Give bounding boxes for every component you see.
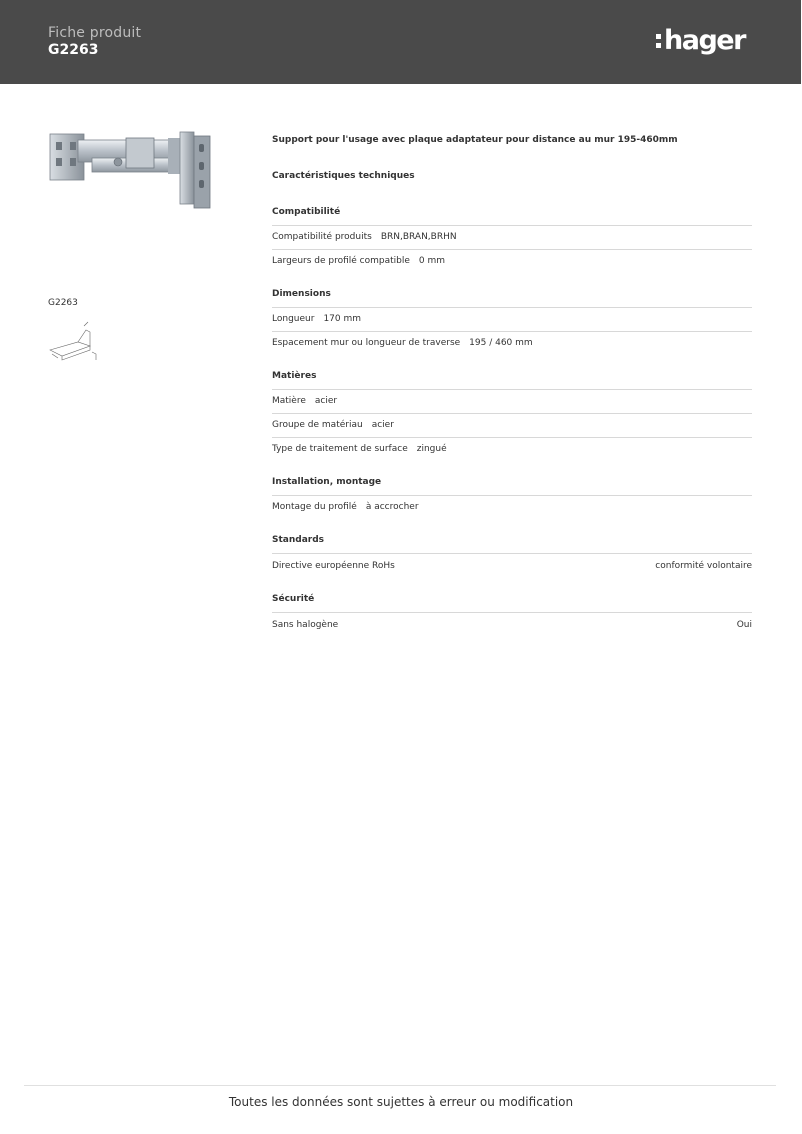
hager-logo [656,22,745,58]
spec-row [272,496,752,519]
spec-value: acier [314,396,338,406]
spec-label: Longueur [272,314,315,324]
page-header [0,0,801,84]
spec-value: conformité volontaire [655,561,752,571]
spec-value: BRN,BRAN,BRHN [380,232,457,242]
product-code-label: G2263 [48,298,78,308]
section-title: Compatibilité [272,205,752,226]
spec-value: zingué [416,444,447,454]
spec-label: Groupe de matériau [272,420,363,430]
spec-value: 170 mm [323,314,362,324]
footer-disclaimer: Toutes les données sont sujettes à erreur ou modification [228,1095,574,1109]
product-details [272,133,752,637]
technical-drawing-icon [48,320,102,366]
footer-divider [24,1085,776,1086]
section-standards [272,533,752,578]
spec-label: Espacement mur ou longueur de traverse [272,338,461,348]
spec-row [272,390,752,414]
spec-row [272,414,752,438]
section-title: Dimensions [272,287,752,308]
spec-value: 0 mm [418,256,446,266]
section-compatibility [272,205,752,273]
section-safety [272,592,752,637]
spec-row [272,250,752,273]
spec-label: Matière [272,396,306,406]
spec-row [272,308,752,332]
spec-label: Sans halogène [272,620,339,630]
spec-value: 195 / 460 mm [469,338,533,348]
spec-value: à accrocher [365,502,419,512]
spec-label: Compatibilité produits [272,232,372,242]
spec-value: Oui [736,620,752,630]
spec-label: Directive européenne RoHs [272,561,395,571]
spec-row [272,332,752,355]
product-description: Support pour l'usage avec plaque adaptateur pour distance au mur 195-460mm [272,135,678,145]
spec-row [272,613,752,637]
tech-specs-heading: Caractéristiques techniques [272,171,415,181]
section-materials [272,369,752,461]
product-code-title: G2263 [48,42,99,58]
spec-row [272,554,752,578]
document-type-label: Fiche produit [48,25,142,41]
spec-row [272,226,752,250]
section-title: Matières [272,369,752,390]
spec-value: acier [371,420,394,430]
section-installation [272,475,752,519]
spec-row [272,438,752,461]
spec-label: Largeurs de profilé compatible [272,256,410,266]
spec-label: Type de traitement de surface [272,444,408,454]
spec-label: Montage du profilé [272,502,357,512]
section-dimensions [272,287,752,355]
bracket-photo-icon [48,128,212,210]
logo-dots-icon [656,34,661,48]
section-title: Installation, montage [272,475,752,496]
logo-wordmark: hager [664,24,745,56]
section-title: Standards [272,533,752,554]
section-title: Sécurité [272,592,752,613]
